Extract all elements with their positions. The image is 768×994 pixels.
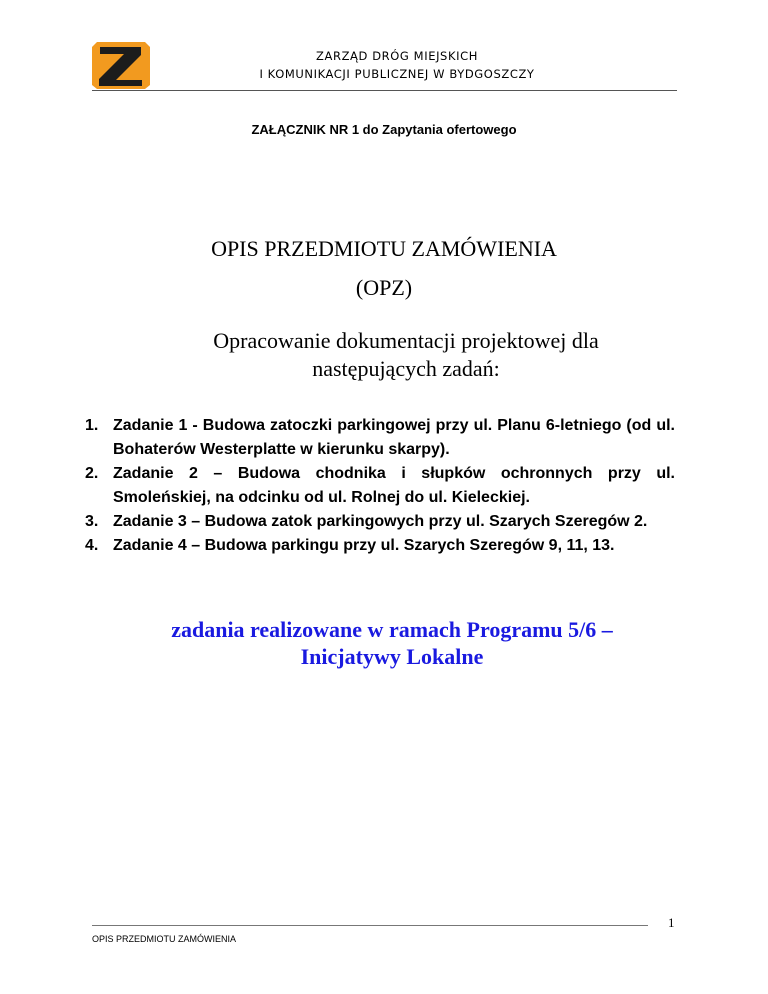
title-line-2: (OPZ) [355, 275, 413, 300]
document-subtitle [136, 327, 676, 383]
task-item [85, 534, 675, 558]
annex-label: ZAŁĄCZNIK NR 1 do Zapytania ofertowego [251, 122, 517, 137]
program-note-line-2: Inicjatywy Lokalne [300, 644, 484, 669]
title-line-1: OPIS PRZEDMIOTU ZAMÓWIENIA [211, 236, 557, 261]
page-number: 1 [668, 915, 675, 930]
organization-name [212, 47, 582, 83]
task-item [85, 510, 675, 534]
footer-divider [92, 925, 648, 926]
program-note-line-1: zadania realizowane w ramach Programu 5/6 – [171, 617, 613, 642]
task-text: Zadanie 4 – Budowa parkingu przy ul. Szarych Szeregów 9, 11, 13. [113, 537, 615, 554]
task-text: Zadanie 3 – Budowa zatok parkingowych przy ul. Szarych Szeregów 2. [113, 513, 648, 530]
subtitle-line-1: Opracowanie dokumentacji projektowej dla [213, 328, 599, 353]
org-line-2: I KOMUNIKACJI PUBLICZNEJ W BYDGOSZCZY [259, 67, 535, 81]
program-note [112, 616, 672, 670]
task-text: Zadanie 1 - Budowa zatoczki parkingowej przy ul. Planu 6-letniego (od ul. Bohaterów Westerplatte w kierunku skarpy). [113, 417, 675, 458]
org-line-1: ZARZĄD DRÓG MIEJSKICH [316, 49, 478, 63]
z-logo-icon [91, 40, 151, 90]
footer-label: OPIS PRZEDMIOTU ZAMÓWIENIA [92, 934, 237, 944]
task-number: 2. [85, 465, 99, 482]
task-item [85, 414, 675, 462]
task-list [85, 414, 675, 558]
task-text: Zadanie 2 – Budowa chodnika i słupków ochronnych przy ul. Smoleńskiej, na odcinku od ul. Rolnej do ul. Kieleckiej. [113, 465, 675, 506]
document-title [0, 229, 768, 307]
task-number: 1. [85, 417, 99, 434]
header-divider [92, 90, 677, 91]
subtitle-line-2: następujących zadań: [312, 356, 500, 381]
task-item [85, 462, 675, 510]
task-number: 3. [85, 513, 99, 530]
task-number: 4. [85, 537, 99, 554]
